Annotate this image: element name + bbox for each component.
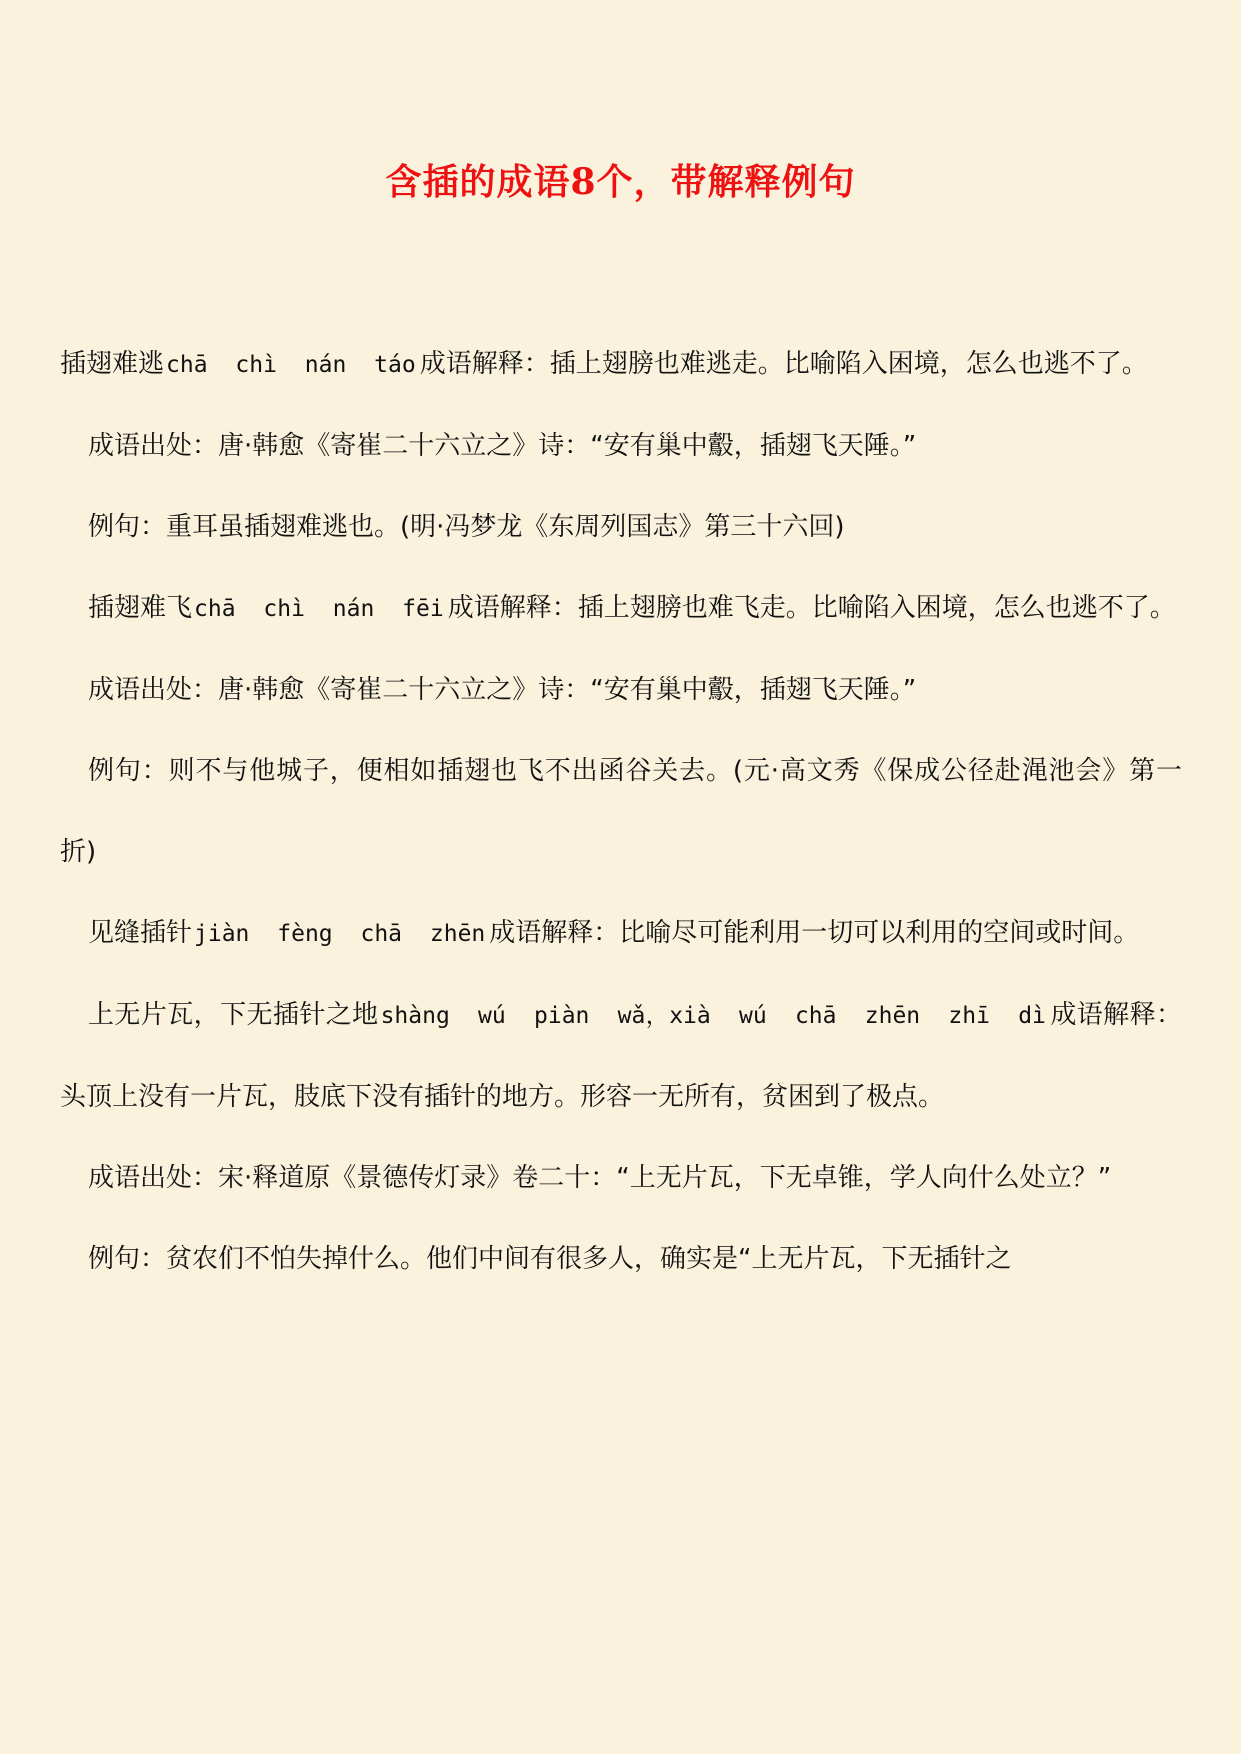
paragraph-text: 成语出处：宋·释道原《景德传灯录》卷二十：“上无片瓦，下无卓锥，学人向什么处立？”	[88, 1163, 1112, 1193]
paragraph-text: 成语解释：插上翅膀也难逃走。比喻陷入困境，怎么也逃不了。	[419, 349, 1148, 379]
idiom: 见缝插针	[88, 918, 193, 948]
document-title: 含插的成语8个，带解释例句	[385, 161, 856, 203]
paragraph-text: 例句：则不与他城子，便相如插翅也飞不出函谷关去。(元·高文秀《保成公径赴渑池会》第一折)	[60, 756, 1182, 867]
paragraph	[60, 975, 1182, 1138]
paragraph	[60, 1219, 1182, 1300]
document-body	[60, 324, 1182, 1300]
paragraph	[60, 893, 1182, 975]
pinyin: chā chì nán táo	[166, 352, 416, 378]
idiom: 插翅难飞	[88, 593, 193, 623]
idiom: 插翅难逃	[60, 349, 165, 379]
pinyin: jiàn fèng chā zhēn	[194, 921, 486, 947]
paragraph	[60, 406, 1182, 487]
paragraph-text: 成语出处：唐·韩愈《寄崔二十六立之》诗：“安有巢中鷇，插翅飞天陲。”	[88, 431, 917, 461]
idiom: 上无片瓦，下无插针之地	[88, 1000, 379, 1030]
paragraph	[60, 1138, 1182, 1219]
paragraph-text: 例句：贫农们不怕失掉什么。他们中间有很多人，确实是“上无片瓦，下无插针之	[88, 1244, 1012, 1274]
paragraph	[60, 487, 1182, 568]
paragraph	[60, 650, 1182, 731]
paragraph	[60, 324, 1182, 406]
pinyin: shàng wú piàn wǎ，xià wú chā zhēn zhī dì	[380, 1003, 1046, 1029]
pinyin: chā chì nán fēi	[194, 596, 444, 622]
paragraph-text: 成语解释：头顶上没有一片瓦，肢底下没有插针的地方。形容一无所有，贫困到了极点。	[60, 1000, 1182, 1112]
paragraph	[60, 731, 1182, 893]
paragraph-text: 成语解释：插上翅膀也难飞走。比喻陷入困境，怎么也逃不了。	[447, 593, 1176, 623]
paragraph-text: 成语解释：比喻尽可能利用一切可以利用的空间或时间。	[489, 918, 1140, 948]
paragraph-text: 例句：重耳虽插翅难逃也。(明·冯梦龙《东周列国志》第三十六回)	[88, 512, 845, 542]
paragraph-text: 成语出处：唐·韩愈《寄崔二十六立之》诗：“安有巢中鷇，插翅飞天陲。”	[88, 675, 917, 705]
paragraph	[60, 568, 1182, 650]
